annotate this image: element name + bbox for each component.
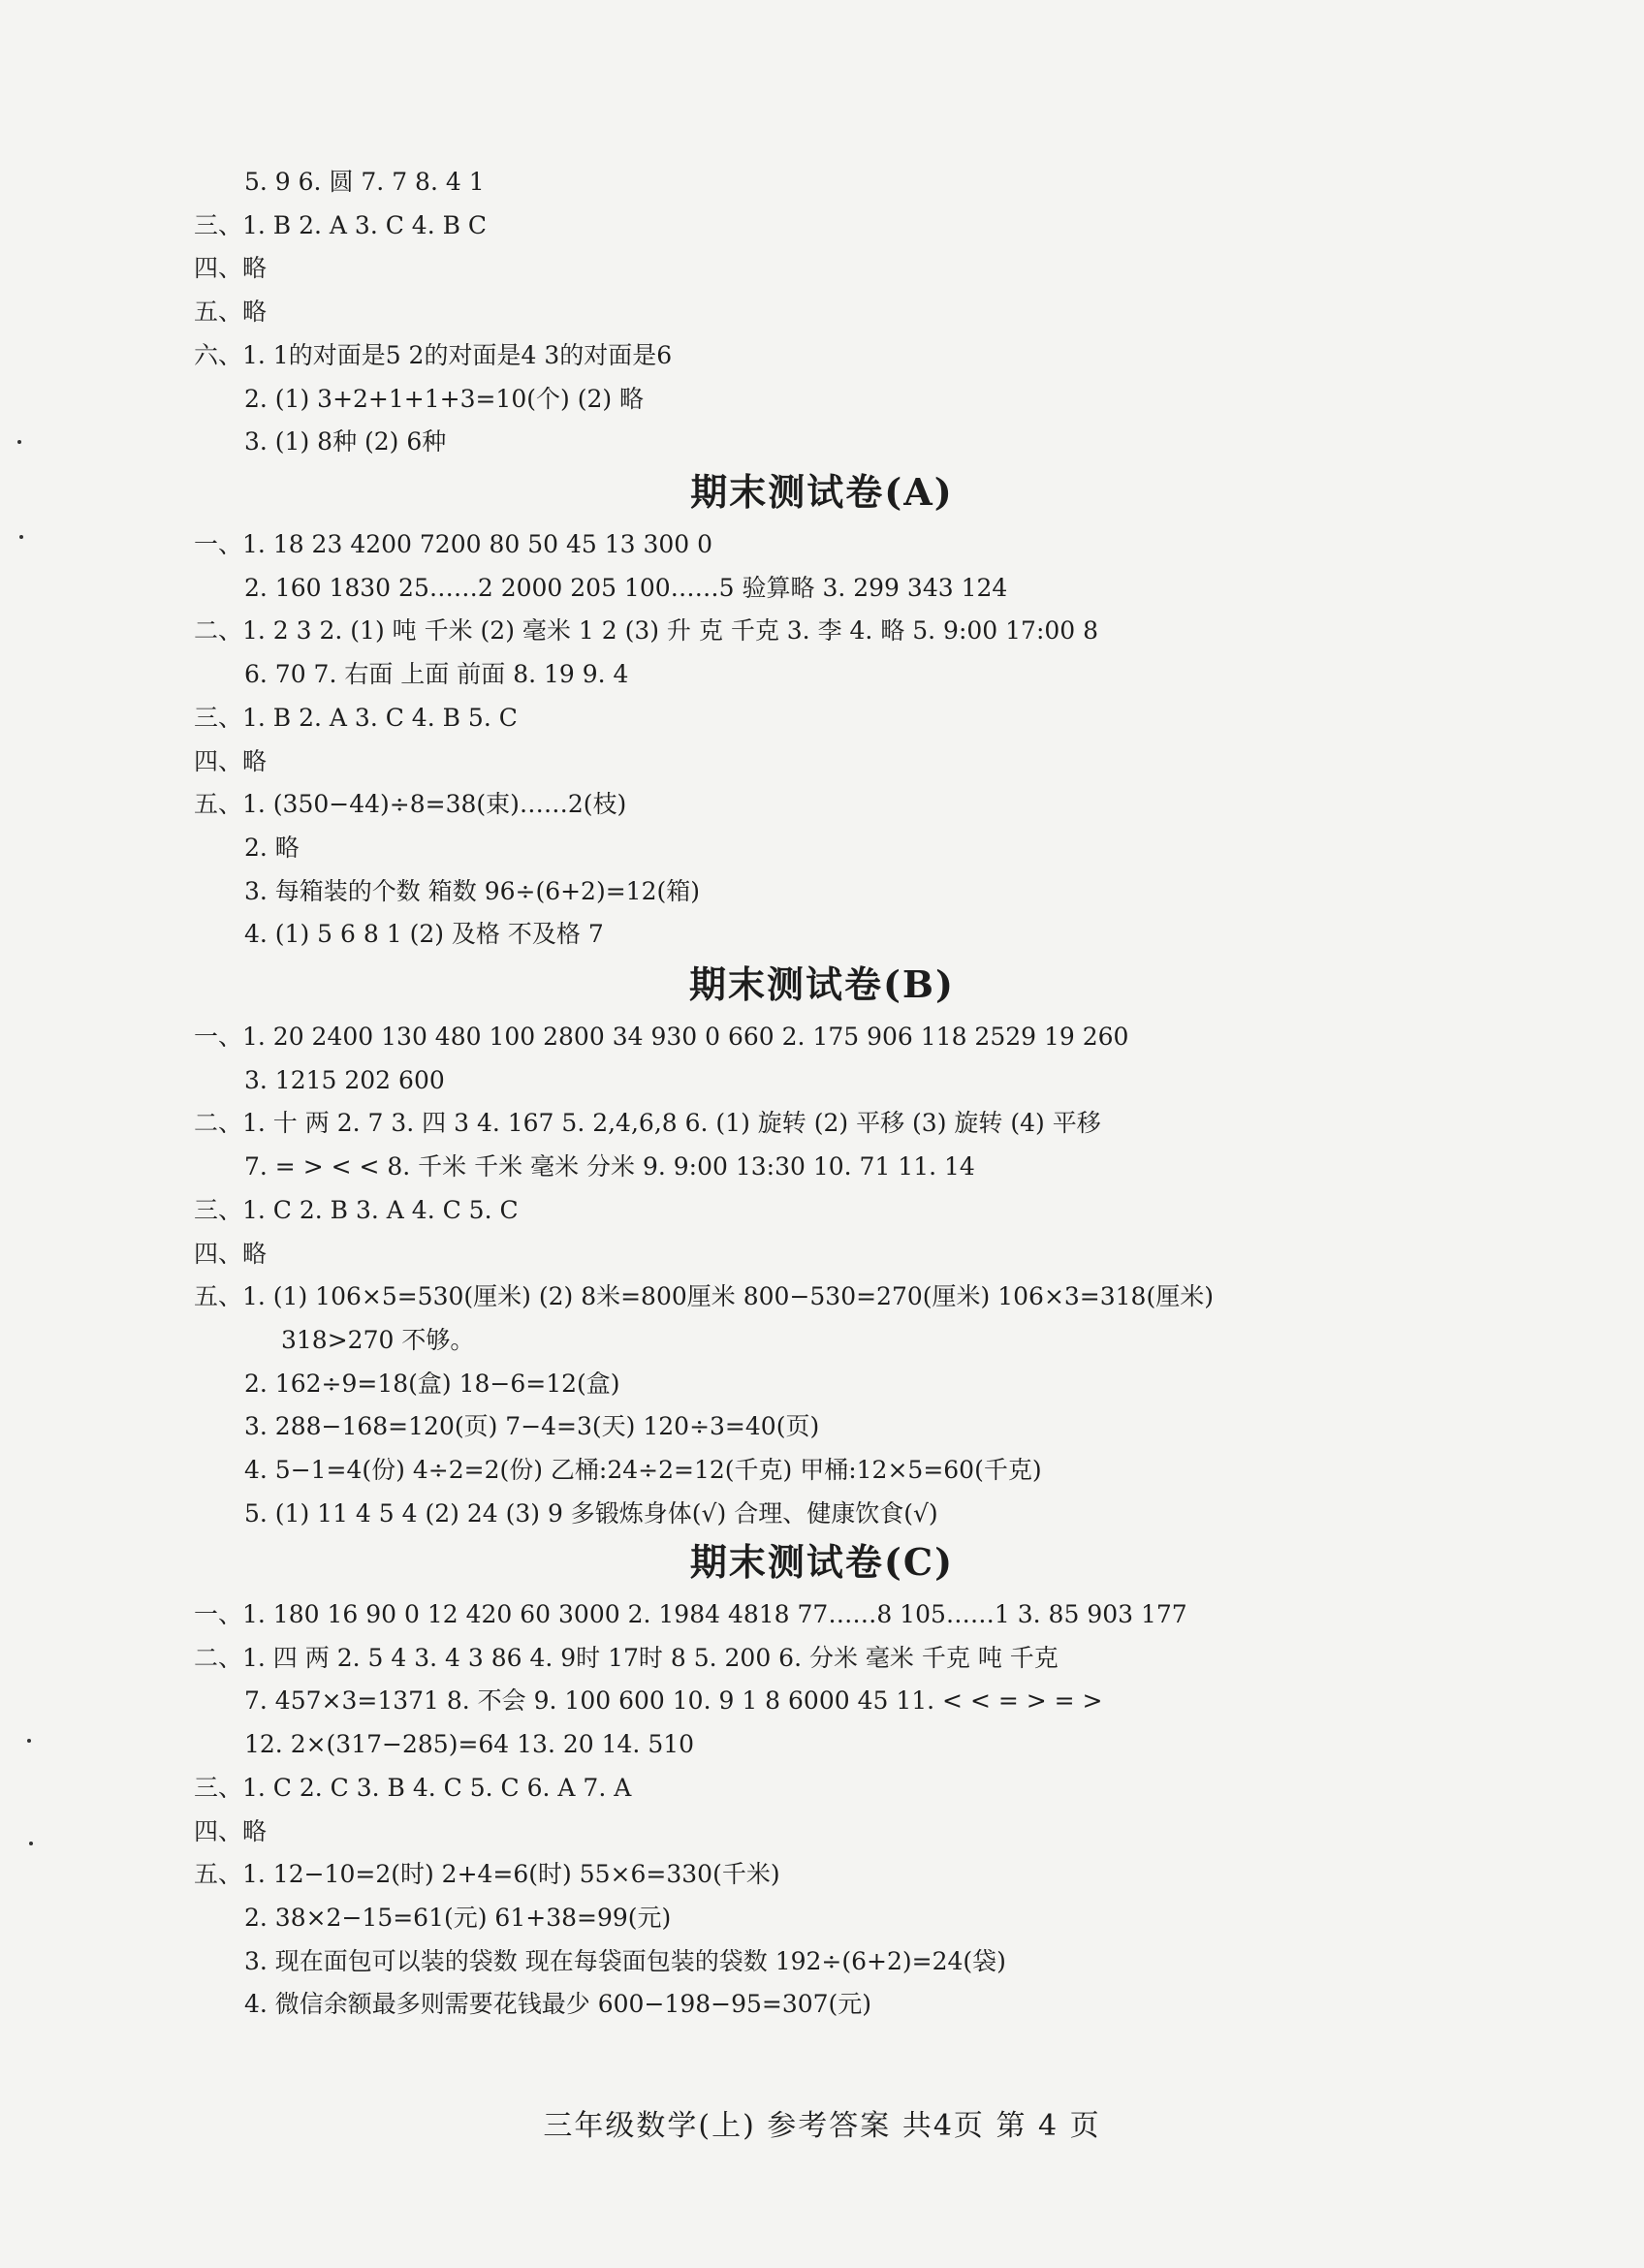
- answer-line: 6. 70 7. 右面 上面 前面 8. 19 9. 4: [244, 660, 629, 689]
- scan-speck: [27, 1739, 31, 1743]
- answer-line: 四、略: [194, 746, 268, 775]
- heading-test-b: 期末测试卷(B): [688, 962, 956, 1006]
- answer-line: 五、略: [194, 298, 268, 327]
- answer-line: 7. 457×3=1371 8. 不会 9. 100 600 10. 9 1 8 6000 45 11. < < = > = >: [244, 1686, 1103, 1716]
- scan-speck: [17, 440, 21, 444]
- answer-line: 2. 略: [244, 833, 300, 862]
- answer-line: 2. 38×2−15=61(元) 61+38=99(元): [244, 1903, 672, 1932]
- answer-line: 四、略: [194, 1239, 268, 1268]
- answer-line: 三、1. B 2. A 3. C 4. B 5. C: [194, 703, 518, 732]
- answer-line: 2. 162÷9=18(盒) 18−6=12(盒): [244, 1369, 620, 1398]
- answer-line: 7. = > < < 8. 千米 千米 毫米 分米 9. 9:00 13:30 10. 71 11. 14: [244, 1152, 975, 1181]
- answer-line: 3. 288−168=120(页) 7−4=3(天) 120÷3=40(页): [244, 1412, 820, 1441]
- answer-line: 2. 160 1830 25……2 2000 205 100……5 验算略 3. 299 343 124: [244, 573, 1008, 602]
- answer-line: 318>270 不够。: [281, 1325, 475, 1354]
- answer-line: 二、1. 2 3 2. (1) 吨 千米 (2) 毫米 1 2 (3) 升 克 千克 3. 李 4. 略 5. 9:00 17:00 8: [194, 616, 1099, 646]
- answer-line: 四、略: [194, 254, 268, 283]
- answer-line: 二、1. 十 两 2. 7 3. 四 3 4. 167 5. 2,4,6,8 6. (1) 旋转 (2) 平移 (3) 旋转 (4) 平移: [194, 1109, 1101, 1138]
- answer-line: 2. (1) 3+2+1+1+3=10(个) (2) 略: [244, 384, 645, 413]
- answer-line: 3. (1) 8种 (2) 6种: [244, 427, 447, 457]
- answer-line: 三、1. C 2. C 3. B 4. C 5. C 6. A 7. A: [194, 1773, 632, 1802]
- answer-line: 一、1. 180 16 90 0 12 420 60 3000 2. 1984 4818 77……8 105……1 3. 85 903 177: [194, 1600, 1187, 1628]
- answer-line: 12. 2×(317−285)=64 13. 20 14. 510: [244, 1730, 695, 1759]
- answer-line: 5. 9 6. 圆 7. 7 8. 4 1: [244, 168, 485, 196]
- answer-line: 五、1. 12−10=2(时) 2+4=6(时) 55×6=330(千米): [194, 1860, 780, 1889]
- answer-line: 3. 现在面包可以装的袋数 现在每袋面包装的袋数 192÷(6+2)=24(袋): [244, 1946, 1006, 1975]
- scan-speck: [29, 1842, 33, 1845]
- answer-line: 3. 每箱装的个数 箱数 96÷(6+2)=12(箱): [244, 876, 700, 905]
- answer-line: 3. 1215 202 600: [244, 1065, 445, 1094]
- answer-line: 三、1. B 2. A 3. C 4. B C: [194, 210, 488, 239]
- answer-line: 4. 微信余额最多则需要花钱最少 600−198−95=307(元): [244, 1990, 872, 2019]
- answer-line: 四、略: [194, 1816, 268, 1845]
- answer-line: 三、1. C 2. B 3. A 4. C 5. C: [194, 1195, 519, 1224]
- heading-test-a: 期末测试卷(A): [690, 470, 954, 514]
- answer-line: 一、1. 18 23 4200 7200 80 50 45 13 300 0: [194, 530, 713, 558]
- page-footer: 三年级数学(上) 参考答案 共4页 第 4 页: [543, 2109, 1101, 2143]
- answer-line: 二、1. 四 两 2. 5 4 3. 4 3 86 4. 9时 17时 8 5. 200 6. 分米 毫米 千克 吨 千克: [194, 1643, 1059, 1672]
- scan-speck: [19, 535, 23, 539]
- heading-test-c: 期末测试卷(C): [689, 1540, 955, 1584]
- answer-line: 一、1. 20 2400 130 480 100 2800 34 930 0 660 2. 175 906 118 2529 19 260: [194, 1023, 1129, 1051]
- answer-line: 4. 5−1=4(份) 4÷2=2(份) 乙桶:24÷2=12(千克) 甲桶:12×5=60(千克): [244, 1456, 1042, 1484]
- answer-line: 五、1. (1) 106×5=530(厘米) (2) 8米=800厘米 800−530=270(厘米) 106×3=318(厘米): [194, 1282, 1214, 1311]
- answer-line: 六、1. 1的对面是5 2的对面是4 3的对面是6: [194, 340, 673, 369]
- answer-line: 4. (1) 5 6 8 1 (2) 及格 不及格 7: [244, 920, 604, 949]
- answer-line: 五、1. (350−44)÷8=38(束)……2(枝): [194, 790, 627, 819]
- answer-line: 5. (1) 11 4 5 4 (2) 24 (3) 9 多锻炼身体(√) 合理、健康饮食(√): [244, 1498, 938, 1528]
